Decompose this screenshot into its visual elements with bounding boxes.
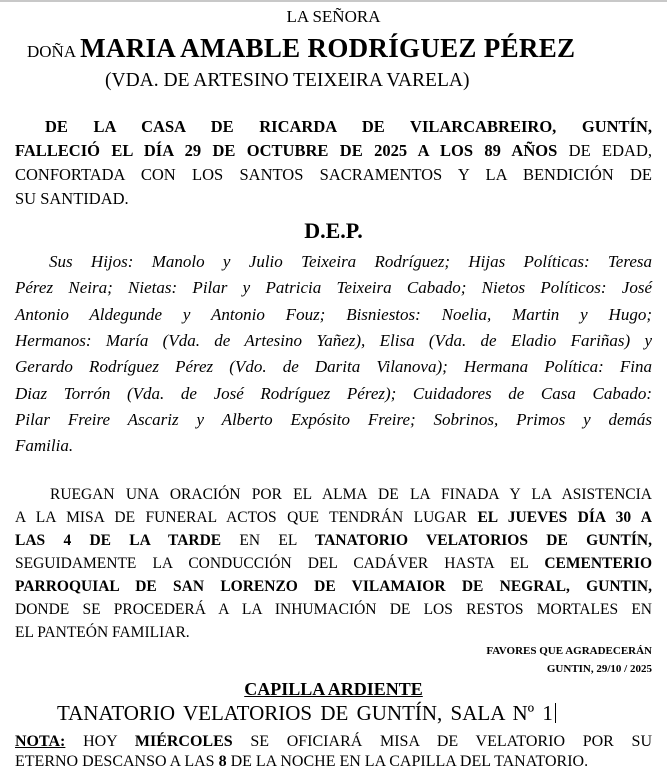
text-line <box>15 305 652 325</box>
thanks-text: FAVORES QUE AGRADECERÁN <box>486 645 652 657</box>
text: Familia. <box>15 436 74 456</box>
text: SE OFICIARÁ MISA DE VELATORIO POR SU <box>232 733 653 750</box>
text: DE EDAD, <box>568 141 652 160</box>
text-line <box>15 331 652 351</box>
text-line <box>15 141 652 161</box>
intro-text: LA SEÑORA <box>286 7 381 26</box>
text-line <box>15 165 652 185</box>
text: Diaz Torrón (Vda. de José Rodríguez Pérez); Cuidadores de Casa Cabado: <box>15 383 652 403</box>
honorific: DOÑA <box>27 42 77 61</box>
text-line <box>15 753 652 771</box>
text-line <box>15 532 652 550</box>
text-line <box>15 436 652 456</box>
bold-text: TANATORIO VELATORIOS DE GUNTÍN, <box>315 532 652 549</box>
bold-text: 8 <box>218 752 227 770</box>
text-line <box>15 189 652 209</box>
bold-text: NOTA: <box>15 733 66 750</box>
text-cursor <box>555 703 556 723</box>
text: SEGUIDAMENTE LA CONDUCCIÓN DEL CADÁVER HASTA EL <box>15 555 545 572</box>
text: HOY <box>65 733 135 750</box>
bold-text: MIÉRCOLES <box>134 733 233 750</box>
text-line <box>50 486 652 504</box>
text-line <box>15 357 652 377</box>
chapel-title: CAPILLA ARDIENTE <box>244 679 423 699</box>
text: Sus Hijos: Manolo y Julio Teixeira Rodríguez; Hijas Políticas: Teresa <box>49 252 652 271</box>
text-line <box>15 555 652 573</box>
bold-text: CEMENTERIO <box>544 555 652 572</box>
text: Pilar Freire Ascariz y Alberto Expósito Freire; Sobrinos, Primos y demás <box>15 409 652 429</box>
text: RUEGAN UNA ORACIÓN POR EL ALMA DE LA FINADA Y LA ASISTENCIA <box>50 486 652 503</box>
bold-text: PARROQUIAL DE SAN LORENZO DE VILAMAIOR DE NEGRAL, GUNTIN, <box>15 578 652 595</box>
text-line <box>15 278 652 298</box>
text-line <box>15 410 652 430</box>
text: Antonio Aldegunde y Antonio Fouz; Bisniestos: Noelia, Martin y Hugo; <box>15 304 652 324</box>
text: A LA MISA DE FUNERAL ACTOS QUE TENDRÁN LUGAR <box>15 509 478 526</box>
deceased-name: MARIA AMABLE RODRÍGUEZ PÉREZ <box>80 33 576 63</box>
chapel-location <box>57 701 556 726</box>
text: Pérez Neira; Nietas: Pilar y Patricia Teixeira Cabado; Nietos Políticos: José <box>15 278 652 298</box>
text-line <box>49 252 652 272</box>
text-line <box>15 733 652 751</box>
bold-text: EL JUEVES DÍA 30 A <box>477 509 652 526</box>
text: EL PANTEÓN FAMILIAR. <box>15 624 190 641</box>
text: DONDE SE PROCEDERÁ A LA INHUMACIÓN DE LOS RESTOS MORTALES EN <box>15 601 652 618</box>
bold-text: FALLECIÓ EL DÍA 29 DE OCTUBRE DE 2025 A LOS 89 AÑOS <box>15 141 569 160</box>
text-line <box>15 624 652 642</box>
text: CONFORTADA CON LOS SANTOS SACRAMENTOS Y LA BENDICIÓN DE <box>15 165 652 184</box>
text-line <box>15 601 652 619</box>
text: ETERNO DESCANSO A LAS <box>15 752 219 770</box>
text: Hermanos: María (Vda. de Artesino Yañez), Elisa (Vda. de Eladio Fariñas) y <box>15 330 652 350</box>
dep-heading: D.E.P. <box>304 218 363 243</box>
text-line <box>15 384 652 404</box>
bold-text: LAS 4 DE LA TARDE <box>15 532 222 549</box>
widow-of: (VDA. DE ARTESINO TEIXEIRA VARELA) <box>105 70 470 91</box>
text: Gerardo Rodríguez Pérez (Vdo. de Darita Vilanova); Hermana Política: Fina <box>15 357 652 377</box>
bold-text: DE LA CASA DE RICARDA DE VILARCABREIRO, GUNTÍN, <box>45 117 652 136</box>
text: SU SANTIDAD. <box>15 189 129 208</box>
text-line <box>15 509 652 527</box>
text-line <box>45 117 652 137</box>
place-date: GUNTIN, 29/10 / 2025 <box>546 663 652 675</box>
text: EN EL <box>221 532 316 549</box>
text: DE LA NOCHE EN LA CAPILLA DEL TANATORIO. <box>226 752 589 770</box>
top-border <box>0 0 667 2</box>
chapel-location-text: TANATORIO VELATORIOS DE GUNTÍN, SALA Nº 1 <box>57 701 553 725</box>
deceased-name-line <box>27 33 575 64</box>
text-line <box>15 578 652 596</box>
